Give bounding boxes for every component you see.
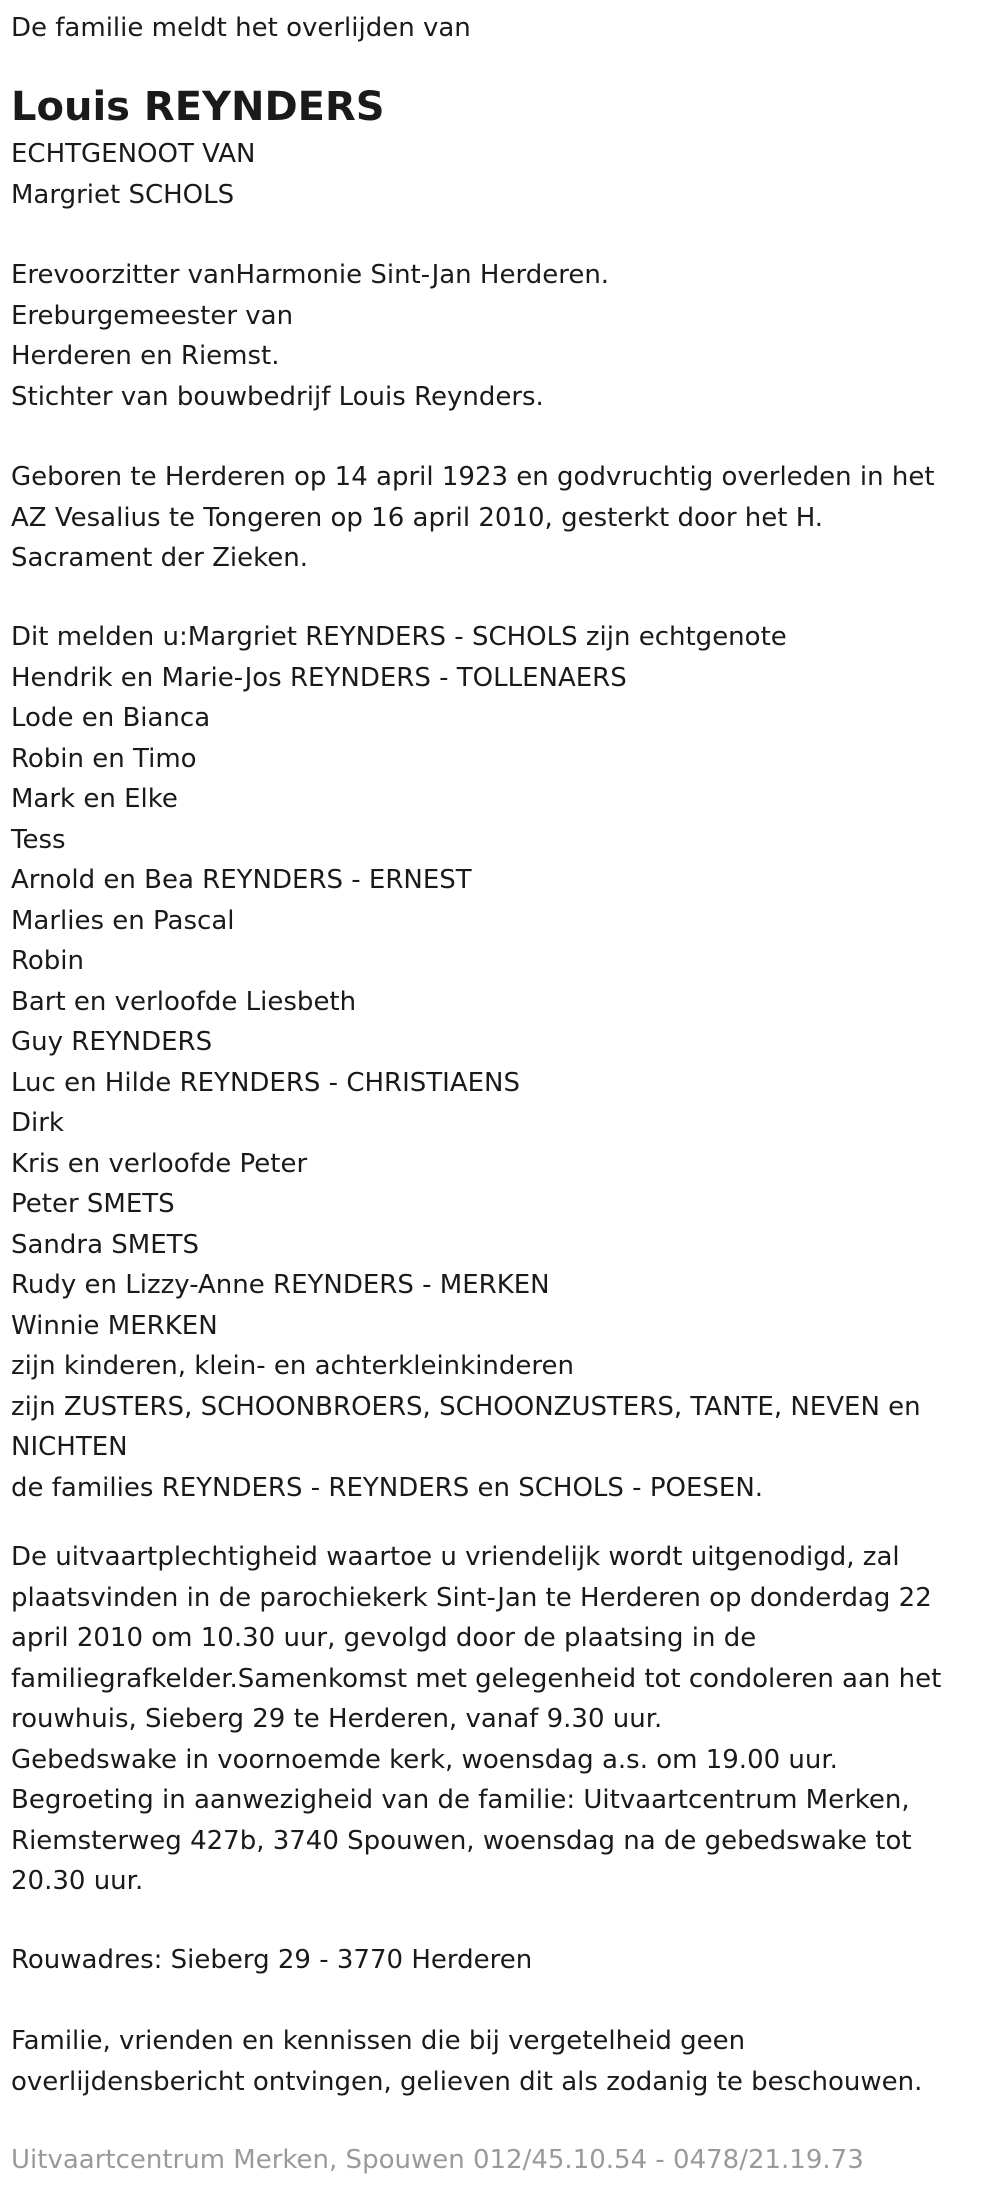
family-line: Luc en Hilde REYNDERS - CHRISTIAENS — [11, 1067, 520, 1098]
family-line: Hendrik en Marie-Jos REYNDERS - TOLLENAERS — [11, 662, 627, 693]
birth-death-block — [11, 457, 991, 579]
notice-line: Familie, vrienden en kennissen die bij vergetelheid geen — [11, 2026, 746, 2056]
family-line: Robin — [11, 946, 85, 976]
family-line: NICHTEN — [11, 1432, 128, 1462]
family-line: Arnold en Bea REYNDERS - ERNEST — [11, 865, 472, 895]
notice-block — [11, 2021, 991, 2102]
ceremony-line: april 2010 om 10.30 uur, gevolgd door de plaatsing in de — [11, 1623, 757, 1653]
ceremony-line: Gebedswake in voornoemde kerk, woensdag a.s. om 19.00 uur. — [11, 1744, 838, 1775]
ceremony-line: De uitvaartplechtigheid waartoe u vriendelijk wordt uitgenodigd, zal — [11, 1542, 900, 1572]
family-list — [11, 617, 991, 1508]
family-line: Marlies en Pascal — [11, 905, 235, 936]
family-line: Peter SMETS — [11, 1189, 175, 1219]
family-line: Dirk — [11, 1108, 64, 1138]
family-line: Mark en Elke — [11, 784, 178, 814]
title-line: Erevoorzitter vanHarmonie Sint-Jan Herderen. — [11, 260, 610, 290]
ceremony-block — [11, 1537, 991, 1902]
title-line: Ereburgemeester van — [11, 300, 294, 331]
birth-death-line: Sacrament der Zieken. — [11, 543, 308, 573]
titles-block — [11, 255, 991, 417]
mourning-address: Rouwadres: Sieberg 29 - 3770 Herderen — [11, 1945, 533, 1975]
family-line: Rudy en Lizzy-Anne REYNDERS - MERKEN — [11, 1270, 550, 1300]
family-line: Sandra SMETS — [11, 1229, 200, 1260]
family-line: zijn kinderen, klein- en achterkleinkinderen — [11, 1351, 574, 1381]
family-line: Robin en Timo — [11, 743, 197, 774]
family-line: zijn ZUSTERS, SCHOONBROERS, SCHOONZUSTERS, TANTE, NEVEN en — [11, 1391, 921, 1422]
notice-line: overlijdensbericht ontvingen, gelieven dit als zodanig te beschouwen. — [11, 2066, 923, 2097]
spouse-block — [11, 134, 991, 215]
ceremony-line: rouwhuis, Sieberg 29 te Herderen, vanaf 9.30 uur. — [11, 1704, 663, 1734]
family-line: Bart en verloofde Liesbeth — [11, 986, 357, 1017]
family-line: Dit melden u:Margriet REYNDERS - SCHOLS zijn echtgenote — [11, 622, 787, 652]
family-line: Winnie MERKEN — [11, 1310, 218, 1341]
family-line: Kris en verloofde Peter — [11, 1148, 308, 1179]
ceremony-line: Begroeting in aanwezigheid van de familie: Uitvaartcentrum Merken, — [11, 1785, 910, 1815]
title-line: Herderen en Riemst. — [11, 341, 280, 371]
family-line: de families REYNDERS - REYNDERS en SCHOLS - POESEN. — [11, 1472, 764, 1503]
ceremony-line: familiegrafkelder.Samenkomst met gelegenheid tot condoleren aan het — [11, 1663, 942, 1694]
ceremony-line: plaatsvinden in de parochiekerk Sint-Jan te Herderen op donderdag 22 — [11, 1582, 932, 1613]
birth-death-line: AZ Vesalius te Tongeren op 16 april 2010, gesterkt door het H. — [11, 502, 824, 533]
title-line: Stichter van bouwbedrijf Louis Reynders. — [11, 381, 544, 412]
funeral-home-footer: Uitvaartcentrum Merken, Spouwen 012/45.10.54 - 0478/21.19.73 — [11, 2145, 864, 2175]
family-line: Tess — [11, 824, 66, 855]
ceremony-line: 20.30 uur. — [11, 1866, 144, 1896]
deceased-name: Louis REYNDERS — [11, 84, 385, 130]
spouse-line: Margriet SCHOLS — [11, 179, 235, 210]
family-line: Lode en Bianca — [11, 703, 211, 733]
birth-death-line: Geboren te Herderen op 14 april 1923 en godvruchtig overleden in het — [11, 462, 935, 492]
ceremony-line: Riemsterweg 427b, 3740 Spouwen, woensdag na de gebedswake tot — [11, 1825, 912, 1856]
intro-text: De familie meldt het overlijden van — [11, 13, 471, 43]
spouse-line: ECHTGENOOT VAN — [11, 139, 256, 169]
family-line: Guy REYNDERS — [11, 1027, 213, 1057]
